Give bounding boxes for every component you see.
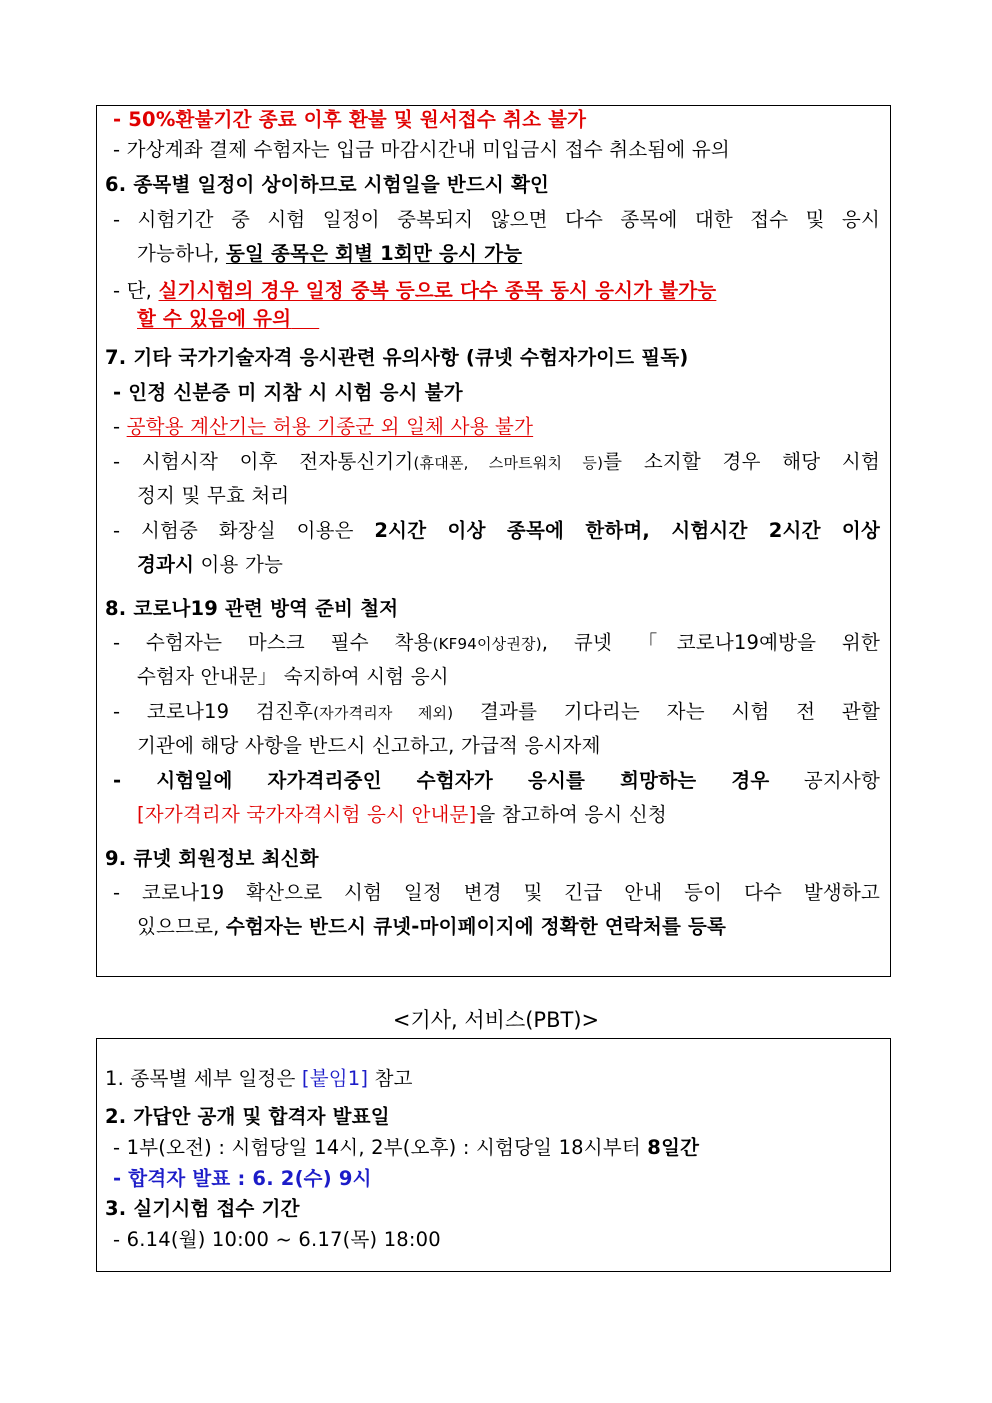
refund-notice: - 50%환불기간 종료 이후 환불 및 원서접수 취소 불가 xyxy=(113,108,587,131)
section-8-line-3: - 코로나19 검진후(자가격리자 제외) 결과를 기다리는 자는 시험 전 관할 xyxy=(113,700,881,723)
section-9-heading: 9. 큐넷 회원정보 최신화 xyxy=(105,847,319,870)
section-9-line-2: 있으므로, 수험자는 반드시 큐넷-마이페이지에 정확한 연락처를 등록 xyxy=(137,915,727,938)
section-8-line-5: - 시험일에 자가격리중인 수험자가 응시를 희망하는 경우 공지사항 xyxy=(113,769,881,792)
section-7-line-6: 경과시 이용 가능 xyxy=(137,553,284,576)
section-6-line-4: 할 수 있음에 유의 xyxy=(137,307,292,330)
section-7-heading: 7. 기타 국가기술자격 응시관련 유의사항 (큐넷 수험자가이드 필독) xyxy=(105,346,689,369)
section-6-line-3: - 단, 실기시험의 경우 일정 중복 등으로 다수 종목 동시 응시가 불가능 xyxy=(113,279,717,302)
section-8-line-6: [자가격리자 국가자격시험 응시 안내문]을 참고하여 응시 신청 xyxy=(137,803,667,826)
pbt-item-3-line-1: - 6.14(월) 10:00 ~ 6.17(목) 18:00 xyxy=(113,1228,441,1251)
section-8-line-4: 기관에 해당 사항을 반드시 신고하고, 가급적 응시자제 xyxy=(137,734,601,757)
notice-box-2 xyxy=(96,1038,891,1272)
pbt-section-title: <기사, 서비스(PBT)> xyxy=(392,1008,600,1032)
virtual-account-notice: - 가상계좌 결제 수험자는 입금 마감시간내 미입금시 접수 취소됨에 유의 xyxy=(113,138,730,161)
notice-box-1 xyxy=(96,105,891,977)
pbt-item-3-heading: 3. 실기시험 접수 기간 xyxy=(105,1197,300,1220)
pbt-item-2-line-2: - 합격자 발표 : 6. 2(수) 9시 xyxy=(113,1167,372,1190)
section-7-line-1: - 인정 신분증 미 지참 시 시험 응시 불가 xyxy=(113,381,463,404)
section-6-heading: 6. 종목별 일정이 상이하므로 시험일을 반드시 확인 xyxy=(105,173,550,196)
section-7-line-4: 정지 및 무효 처리 xyxy=(137,484,290,507)
section-6-line-1: - 시험기간 중 시험 일정이 중복되지 않으면 다수 종목에 대한 접수 및 응시 xyxy=(113,208,880,231)
pbt-item-1: 1. 종목별 세부 일정은 [붙임1] 참고 xyxy=(105,1067,413,1090)
pbt-item-2-line-1: - 1부(오전) : 시험당일 14시, 2부(오후) : 시험당일 18시부터 8일간 xyxy=(113,1136,700,1159)
section-8-line-1: - 수험자는 마스크 필수 착용(KF94이상권장), 큐넷 「코로나19예방을 위한 xyxy=(113,631,880,654)
section-9-line-1: - 코로나19 확산으로 시험 일정 변경 및 긴급 안내 등이 다수 발생하고 xyxy=(113,881,880,904)
section-8-line-2: 수험자 안내문」 숙지하여 시험 응시 xyxy=(137,665,449,688)
section-6-line-2: 가능하나, 동일 종목은 회별 1회만 응시 가능 xyxy=(137,242,523,265)
pbt-item-2-heading: 2. 가답안 공개 및 합격자 발표일 xyxy=(105,1105,390,1128)
section-7-line-5: - 시험중 화장실 이용은 2시간 이상 종목에 한하며, 시험시간 2시간 이상 xyxy=(113,519,880,542)
section-7-line-2: - 공학용 계산기는 허용 기종군 외 일체 사용 불가 xyxy=(113,415,534,438)
section-8-heading: 8. 코로나19 관련 방역 준비 철저 xyxy=(105,597,399,620)
section-7-line-3: - 시험시작 이후 전자통신기기(휴대폰, 스마트워치 등)를 소지할 경우 해당 시험 xyxy=(113,450,880,473)
